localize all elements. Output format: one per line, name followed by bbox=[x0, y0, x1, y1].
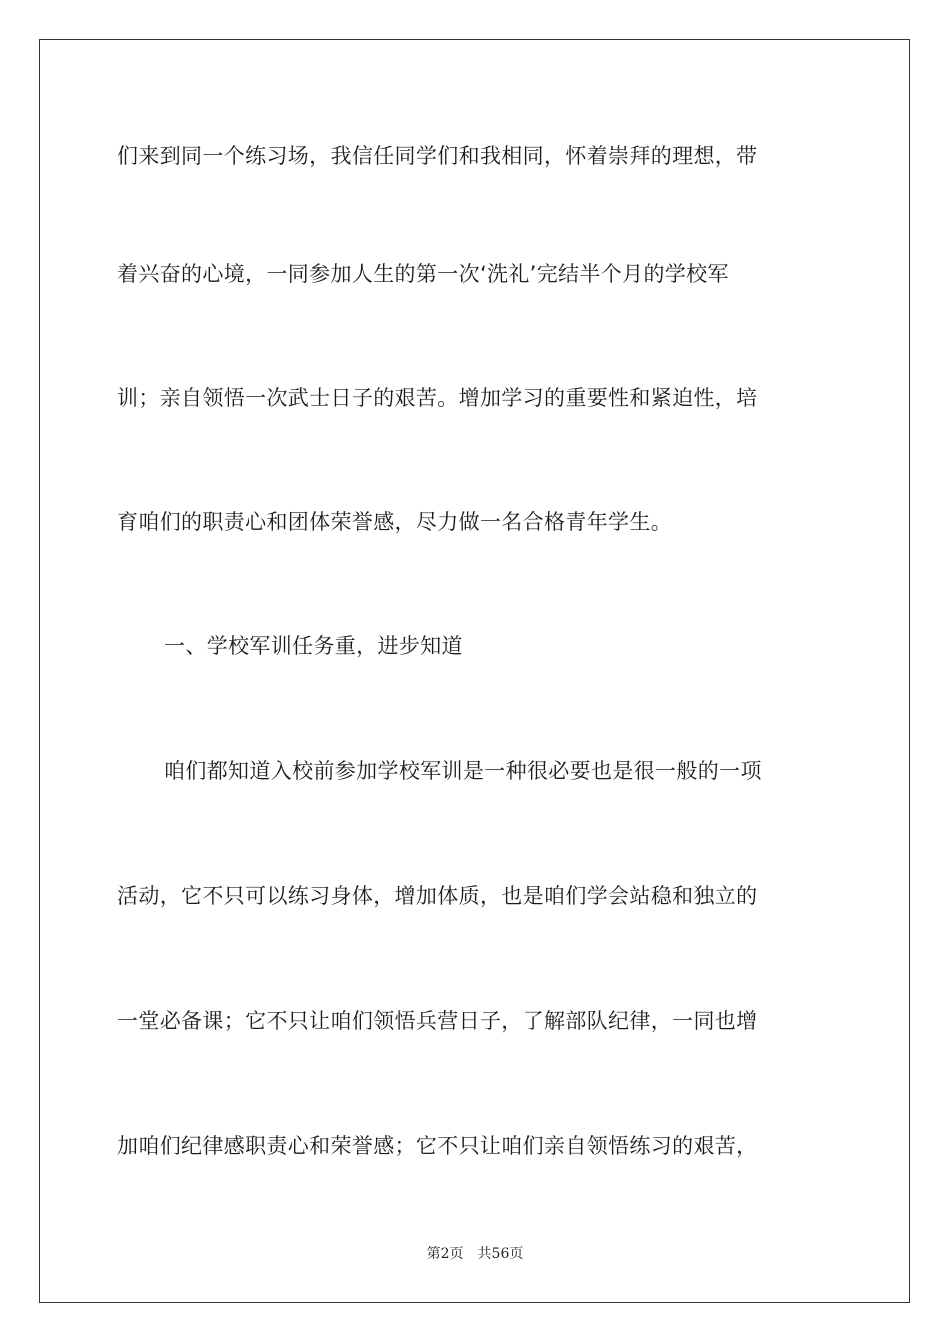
page-total: 共56页 bbox=[477, 1246, 524, 1262]
paragraph-first-line: 咱们都知道入校前参加学校军训是一种很必要也是很一般的一项 bbox=[164, 759, 762, 783]
body-text-line: 着兴奋的心境，一同参加人生的第一次‘洗礼’完结半个月的学校军 bbox=[117, 262, 729, 286]
page-border bbox=[39, 39, 910, 1303]
body-text-line: 一堂必备课；它不只让咱们领悟兵营日子，了解部队纪律，一同也增 bbox=[117, 1009, 758, 1033]
body-text-line: 育咱们的职责心和团体荣誉感，尽力做一名合格青年学生。 bbox=[117, 510, 673, 534]
body-text-line: 训；亲自领悟一次武士日子的艰苦。增加学习的重要性和紧迫性，培 bbox=[117, 386, 758, 410]
body-text-line: 活动，它不只可以练习身体，增加体质，也是咱们学会站稳和独立的 bbox=[117, 884, 758, 908]
page-footer bbox=[0, 1245, 950, 1263]
page-number: 第2页 bbox=[426, 1246, 464, 1262]
body-text-line: 加咱们纪律感职责心和荣誉感；它不只让咱们亲自领悟练习的艰苦， bbox=[117, 1134, 758, 1158]
section-heading: 一、学校军训任务重，进步知道 bbox=[164, 634, 463, 658]
body-text-line: 们来到同一个练习场，我信任同学们和我相同，怀着崇拜的理想，带 bbox=[117, 144, 758, 168]
